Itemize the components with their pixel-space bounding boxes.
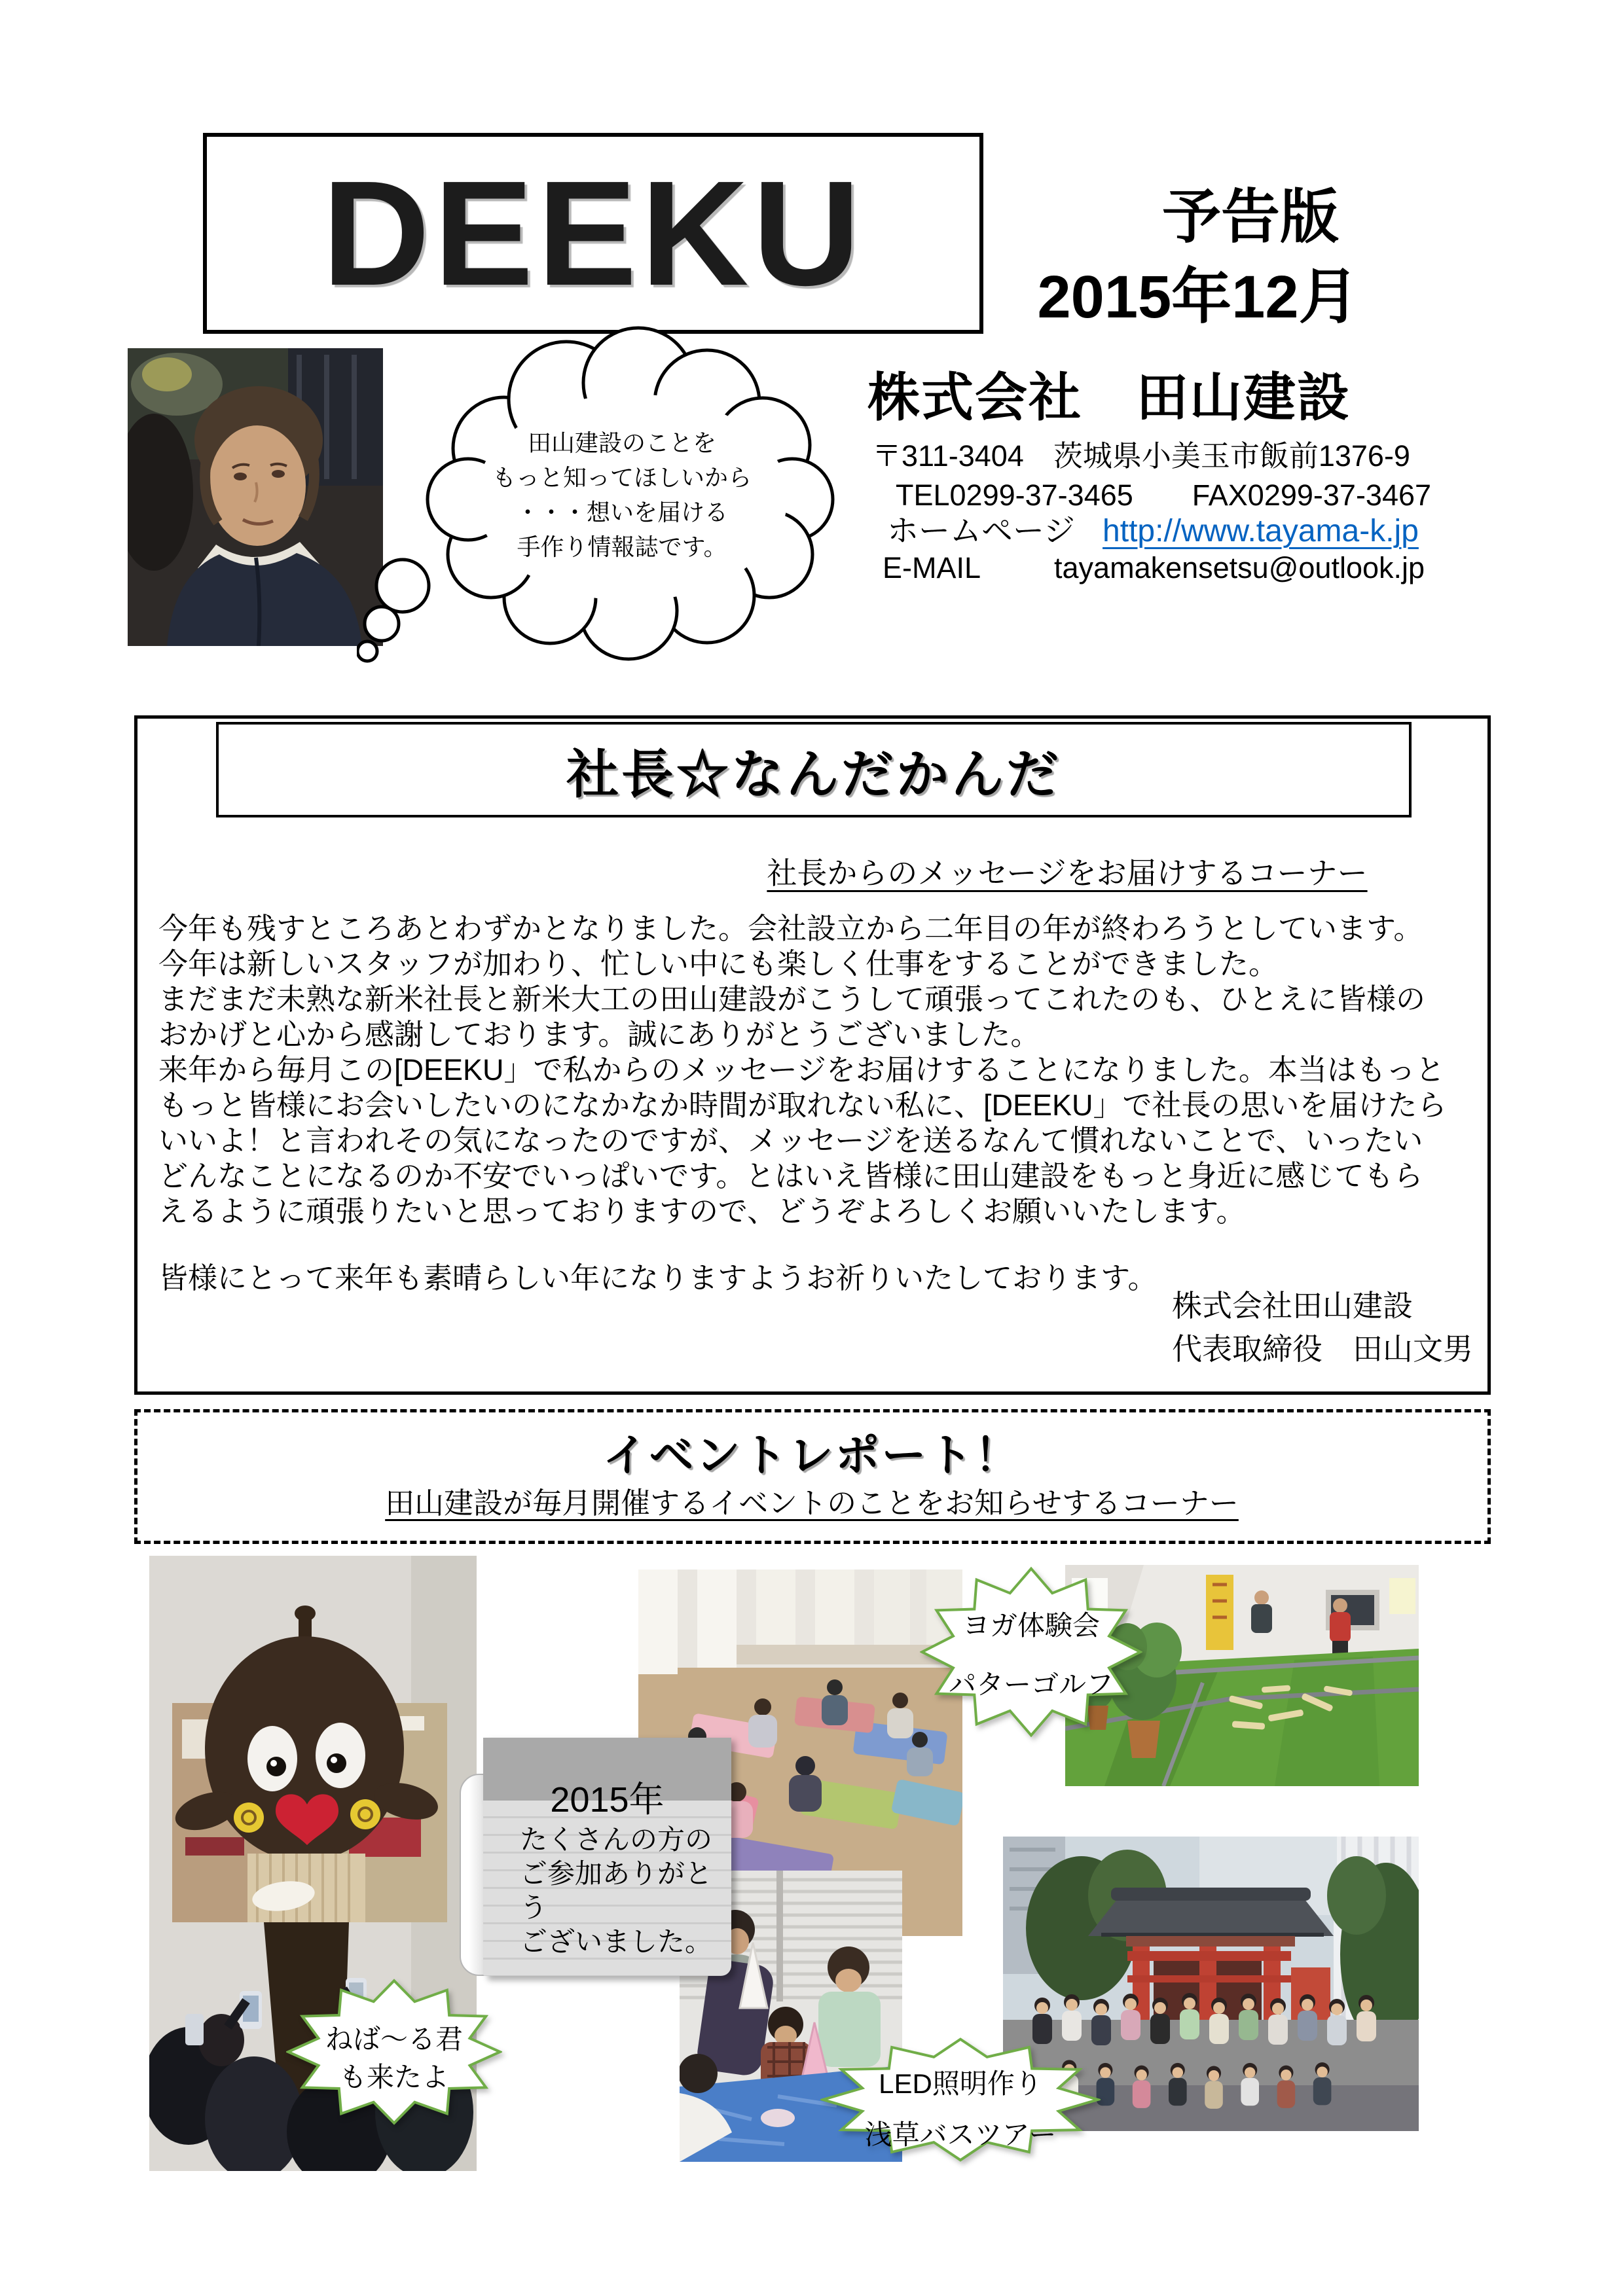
note-line: たくさんの方の — [520, 1824, 713, 1855]
message-line: どんなことになるのか不安でいっぱいです。とはいえ皆様に田山建設をもっと身近に感じてもら — [158, 1159, 1423, 1193]
email-row — [883, 551, 1425, 585]
issue-date: 2015年12月 — [1037, 264, 1359, 331]
badge-label: ねば〜る君 — [325, 2024, 463, 2054]
note-year: 2015年 — [550, 1780, 665, 1820]
message-line: 今年も残すところあとわずかとなりました。会社設立から二年目の年が終わろうとしています。 — [158, 912, 1423, 945]
homepage-label: ホームページ — [887, 514, 1076, 548]
message-line: いいよ！と言われその気になったのですが、メッセージを送るなんて慣れないことで、いったい — [158, 1124, 1423, 1157]
message-closing-line: 皆様にとって来年も素晴らしい年になりますようお祈りいたしております。 — [158, 1261, 1158, 1295]
logo-box — [203, 133, 983, 334]
president-photo-graphic — [128, 348, 383, 646]
badge-label: パターゴルフ — [948, 1669, 1114, 1700]
thought-bubble-text — [452, 425, 792, 564]
message-line: えるように頑張りたいと思っておりますので、どうぞよろしくお願いいたします。 — [158, 1194, 1246, 1228]
president-section-title: 社長☆なんだかんだ — [566, 745, 1061, 804]
badge-led-asakusa — [820, 2037, 1101, 2162]
event-section-subtitle: 田山建設が毎月開催するイベントのことをお知らせするコーナー — [385, 1486, 1239, 1520]
tel-fax: TEL0299-37-3465 FAX0299-37-3467 — [896, 478, 1432, 512]
signature-name: 代表取締役 田山文男 — [1172, 1332, 1473, 1366]
email-label: E-MAIL — [883, 551, 981, 584]
bubble-line: 田山建設のことを — [527, 429, 716, 456]
president-photo — [128, 348, 383, 646]
president-section-subtitle: 社長からのメッセージをお届けするコーナー — [767, 856, 1368, 890]
president-section-title-box — [216, 722, 1412, 817]
company-name: 株式会社 田山建設 — [867, 368, 1351, 427]
note-line: ご参加ありがとう — [520, 1858, 713, 1923]
note-text — [520, 1823, 731, 1959]
starburst-shape — [920, 1566, 1142, 1738]
signature-block — [1172, 1284, 1473, 1371]
badge-nebaru-kun — [286, 1979, 502, 2125]
badge-label: も来たよ — [338, 2062, 449, 2092]
bubble-line: もっと知ってほしいから — [492, 464, 752, 491]
company-address: 〒311-3404 茨城県小美玉市飯前1376-9 — [872, 439, 1410, 473]
message-line: おかげと心から感謝しております。誠にありがとうございました。 — [158, 1018, 1040, 1051]
homepage-row — [887, 505, 1419, 550]
badge-label: 浅草バスツアー — [864, 2119, 1057, 2150]
badge-label: LED照明作り — [879, 2068, 1042, 2099]
thanks-note — [460, 1738, 731, 1980]
message-line: 来年から毎月この[DEEKU」で私からのメッセージをお届けすることになりました。本当はもっと — [158, 1053, 1445, 1086]
event-section-title: イベントレポート！ — [602, 1431, 1021, 1480]
email-address: tayamakensetsu@outlook.jp — [1054, 551, 1425, 584]
president-message — [158, 911, 1471, 1229]
bubble-line: 手作り情報誌です。 — [517, 533, 727, 560]
signature-company: 株式会社田山建設 — [1172, 1289, 1413, 1323]
message-line: まだまだ未熟な新米社長と新米大工の田山建設がこうして頑張ってこれたのも、ひとえに皆様の — [158, 982, 1426, 1016]
newsletter-title: DEEKU — [321, 150, 865, 317]
bubble-line: ・・・想いを届ける — [515, 499, 728, 526]
message-line: 今年は新しいスタッフが加わり、忙しい中にも楽しく仕事をすることができました。 — [158, 947, 1279, 980]
homepage-link[interactable]: http://www.tayama-k.jp — [1103, 514, 1419, 548]
message-line: もっと皆様にお会いしたいのになかなか時間が取れない私に、[DEEKU」で社長の思いを届けたら — [158, 1088, 1447, 1122]
badge-label: ヨガ体験会 — [962, 1610, 1100, 1641]
edition-label: 予告版 — [1162, 185, 1339, 250]
badge-yoga-golf — [920, 1566, 1142, 1738]
note-line: ございました。 — [520, 1926, 713, 1957]
